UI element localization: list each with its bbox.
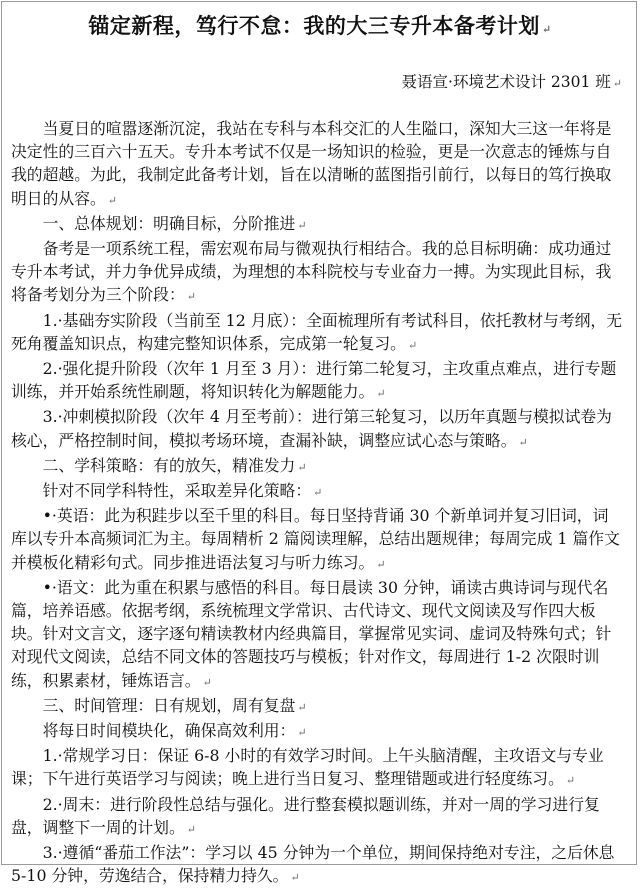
- document-title: 锚定新程，笃行不怠：我的大三专升本备考计划 ↵: [88, 13, 552, 38]
- paragraph-mark-icon: ↵: [313, 486, 323, 500]
- paragraph-mark-icon: ↵: [186, 822, 196, 836]
- list-item: 1.·常规学习日：保证 6-8 小时的有效学习时间。上午头脑清醒，主攻语文与专业课；下午进行英语学习与阅读；晚上进行当日复习、整理错题或进行轻度练习。 ↵: [11, 746, 604, 789]
- paragraph-mark-icon: ↵: [297, 218, 307, 232]
- paragraph-mark-icon: ↵: [202, 675, 212, 689]
- paragraph-mark-icon: ↵: [407, 338, 418, 352]
- paragraph-mark-icon: ↵: [541, 23, 552, 36]
- paragraph-mark-icon: ↵: [290, 871, 300, 885]
- list-item: 2.·强化提升阶段（次年 1 月至 3 月）：进行第二轮复习，主攻重点难点，进行专题训练，并开始系统性刷题，将知识转化为解题能力。 ↵: [11, 359, 617, 402]
- list-item: •·英语：此为积跬步以至千里的科目。每日坚持背诵 30 个新单词并复习旧词，词库以专升本高频词汇为主。每周精析 2 篇阅读理解，总结出题规律；每周完成 1 篇作文并模板化精彩句式。同步推进语法复习与听力练习。 ↵: [11, 506, 620, 572]
- body-paragraph: 针对不同学科特性，采取差异化策略： ↵: [42, 481, 323, 501]
- list-item: •·语文：此为重在积累与感悟的科目。每日晨读 30 分钟，诵读古典诗词与现代名篇，培养语感。依据考纲，系统梳理文学常识、古代诗文、现代文阅读及写作四大板块。针对文言文，逐字逐句精读教材内经典篇目，掌握常见实词、虚词及特殊句式；针对现代文阅读，总结不同文体的答题技巧与模板；针对作文，每周进行 1-2 次限时训练，积累素材，锤炼语言。 ↵: [11, 577, 612, 690]
- document-body[interactable]: [11, 117, 623, 890]
- body-paragraph: 备考是一项系统工程，需宏观布局与微观执行相结合。我的总目标明确：成功通过专升本考试，并力争优异成绩，为理想的本科院校与专业奋力一搏。为实现此目标，我将备考划分为三个阶段： ↵: [11, 239, 612, 305]
- body-paragraph: 将每日时间模块化，确保高效利用： ↵: [42, 721, 307, 741]
- author-line: 聂语宣·环境艺术设计 2301 班 ↵: [401, 73, 622, 91]
- paragraph-mark-icon: ↵: [518, 435, 528, 449]
- section-heading: 一、总体规划：明确目标，分阶推进 ↵: [42, 213, 307, 233]
- paragraph-mark-icon: ↵: [376, 557, 386, 571]
- paragraph-mark-icon: ↵: [565, 774, 576, 788]
- paragraph-mark-icon: ↵: [107, 193, 118, 207]
- section-heading: 三、时间管理：日有规划，周有复盘 ↵: [42, 695, 307, 715]
- paragraph-mark-icon: ↵: [297, 460, 307, 474]
- paragraph-mark-icon: ↵: [297, 700, 307, 714]
- paragraph-mark-icon: ↵: [376, 387, 386, 401]
- paragraph-mark-icon: ↵: [297, 726, 307, 740]
- section-heading: 二、学科策略：有的放矢，精准发力 ↵: [42, 455, 307, 475]
- list-item: 2.·周末：进行阶段性总结与强化。进行整套模拟题训练，并对一周的学习进行复盘，调整下一周的计划。 ↵: [11, 794, 600, 837]
- list-item: 3.·遵循“番茄工作法”：学习以 45 分钟为一个单位，期间保持绝对专注，之后休息 5-10 分钟，劳逸结合，保持精力持久。 ↵: [11, 843, 615, 886]
- intro-paragraph: 当夏日的喧嚣逐渐沉淀，我站在专科与本科交汇的人生隘口，深知大三这一年将是决定性的三百六十五天。专升本考试不仅是一场知识的检验，更是一次意志的锤炼与自我的超越。为此，我制定此备考计划，旨在以清晰的蓝图指引前行，以每日的笃行换取明日的从容。 ↵: [11, 119, 612, 208]
- list-item: 1.·基础夯实阶段（当前至 12 月底）：全面梳理所有考试科目，依托教材与考纲，无死角覆盖知识点，构建完整知识体系，完成第一轮复习。 ↵: [11, 310, 623, 353]
- paragraph-mark-icon: ↵: [186, 290, 196, 304]
- paragraph-mark-icon: ↵: [612, 77, 622, 90]
- list-item: 3.·冲刺模拟阶段（次年 4 月至考前）：进行第三轮复习，以历年真题与模拟试卷为核心，严格控制时间，模拟考场环境，查漏补缺，调整应试心态与策略。 ↵: [11, 407, 612, 450]
